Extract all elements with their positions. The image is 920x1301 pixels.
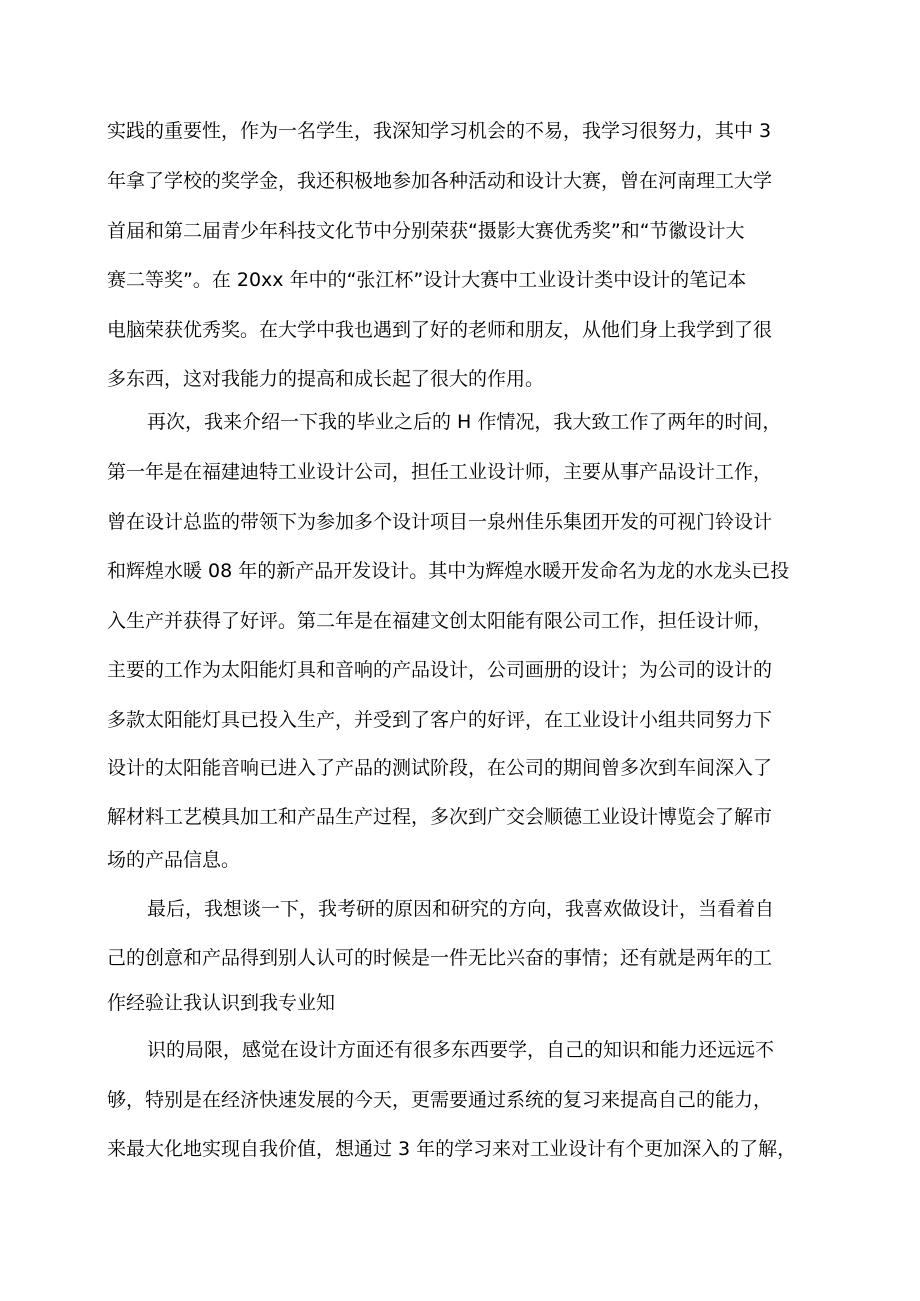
text-line: 曾在设计总监的带领下为参加多个设计项目一泉州佳乐集团开发的可视门铃设计 <box>107 511 773 533</box>
text-line: 电脑荣获优秀奖。在大学中我也遇到了好的老师和朋友，从他们身上我学到了很 <box>107 319 773 341</box>
text-line: 识的局限，感觉在设计方面还有很多东西要学，自己的知识和能力还远远不 <box>147 1039 775 1061</box>
text-line: 作经验让我认识到我专业知 <box>107 992 336 1014</box>
text-line: 实践的重要性，作为一名学生，我深知学习机会的不易，我学习很努力，其中 3 <box>107 120 772 142</box>
text-line: 和辉煌水暖 08 年的新产品开发设计。其中为辉煌水暖开发命名为龙的水龙头已投 <box>107 560 790 582</box>
text-line: 主要的工作为太阳能灯具和音响的产品设计，公司画册的设计；为公司的设计的 <box>107 659 773 681</box>
text-line: 多东西，这对我能力的提高和成长起了很大的作用。 <box>107 368 545 390</box>
text-line: 年拿了学校的奖学金，我还积极地参加各种活动和设计大赛，曾在河南理工大学 <box>107 170 773 192</box>
text-line: 来最大化地实现自我价值，想通过 3 年的学习来对工业设计有个更加深入的了解， <box>107 1138 797 1160</box>
text-line: 第一年是在福建迪特工业设计公司，担任工业设计师，主要从事产品设计工作， <box>107 461 773 483</box>
text-line: 赛二等奖”。在 20xx 年中的“张江杯”设计大赛中工业设计类中设计的笔记本 <box>107 269 747 291</box>
text-line: 多款太阳能灯具已投入生产，并受到了客户的好评，在工业设计小组共同努力下 <box>107 709 773 731</box>
text-line: 够，特别是在经济快速发展的今天，更需要通过系统的复习来提高自己的能力， <box>107 1089 773 1111</box>
text-line: 入生产并获得了好评。第二年是在福建文创太阳能有限公司工作，担任设计师， <box>107 610 773 632</box>
text-line: 设计的太阳能音响已进入了产品的测试阶段，在公司的期间曾多次到车间深入了 <box>107 757 773 779</box>
text-line: 场的产品信息。 <box>107 849 241 871</box>
text-line: 首届和第二届青少年科技文化节中分别荣获“摄影大赛优秀奖”和“节徽设计大 <box>107 220 745 242</box>
text-line: 己的创意和产品得到别人认可的时候是一件无比兴奋的事情；还有就是两年的工 <box>107 947 773 969</box>
text-line: 解材料工艺模具加工和产品生产过程，多次到广交会顺德工业设计博览会了解市 <box>107 806 773 828</box>
text-line: 最后，我想谈一下，我考研的原因和研究的方向，我喜欢做设计，当看着自 <box>147 898 775 920</box>
text-line: 再次，我来介绍一下我的毕业之后的 H 作情况，我大致工作了两年的时间， <box>147 411 782 433</box>
